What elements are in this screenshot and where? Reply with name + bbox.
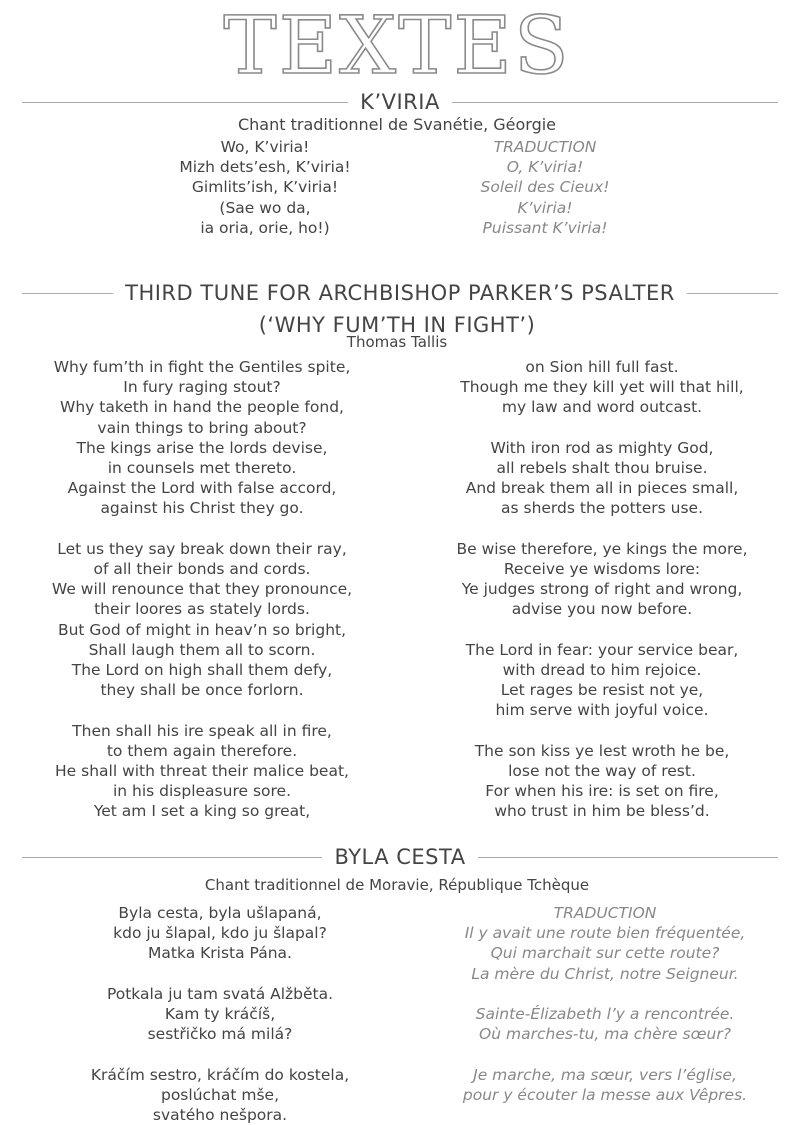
lyric-line: (Sae wo da, bbox=[219, 198, 311, 217]
kviria-subtitle: Chant traditionnel de Svanétie, Géorgie bbox=[237, 115, 557, 134]
lyric-line: Ye judges strong of right and wrong, bbox=[461, 580, 743, 599]
tallis-lyrics-left bbox=[12, 357, 392, 822]
lyric-line: Je marche, ma sœur, vers l’église, bbox=[473, 1065, 737, 1084]
byla-translation bbox=[405, 903, 794, 1105]
lyric-line: who trust in him be bless’d. bbox=[494, 802, 710, 821]
lyric-line: Why taketh in hand the people fond, bbox=[60, 398, 344, 417]
lyric-line: Il y avait une route bien fréquentée, bbox=[464, 924, 746, 943]
lyric-line: as sherds the potters use. bbox=[501, 499, 703, 518]
section-heading-kviria: K’VIRIA bbox=[360, 90, 440, 114]
lyric-line: And break them all in pieces small, bbox=[465, 479, 739, 498]
lyric-line: For when his ire: is set on fire, bbox=[485, 782, 719, 801]
divider-rule bbox=[22, 857, 322, 858]
lyric-line: Wo, K’viria! bbox=[220, 138, 310, 156]
stanza-gap bbox=[12, 700, 392, 720]
stanza-gap bbox=[412, 418, 792, 438]
stanza-gap bbox=[412, 620, 792, 640]
lyric-line: Then shall his ire speak all in fire, bbox=[72, 721, 332, 740]
lyric-line: against his Christ they go. bbox=[100, 499, 304, 518]
translation-label: TRADUCTION bbox=[493, 138, 597, 156]
lyric-line: Let us they say break down their ray, bbox=[57, 539, 347, 558]
lyric-line: ia oria, orie, ho!) bbox=[200, 218, 330, 237]
lyric-line: Où marches-tu, ma chère sœur? bbox=[479, 1025, 731, 1044]
lyric-line: Potkala ju tam svatá Alžběta. bbox=[106, 984, 334, 1003]
tallis-lyrics-right bbox=[412, 357, 792, 822]
translation-label: TRADUCTION bbox=[553, 904, 657, 922]
stanza-gap bbox=[45, 1044, 395, 1064]
lyric-line: Puissant K’viria! bbox=[482, 218, 608, 237]
lyric-line: of all their bonds and cords. bbox=[93, 560, 311, 579]
byla-subtitle: Chant traditionnel de Moravie, République Tchèque bbox=[204, 876, 590, 894]
stanza-gap bbox=[45, 964, 395, 984]
lyric-line: poslúchat mše, bbox=[160, 1085, 279, 1104]
lyric-line: Be wise therefore, ye kings the more, bbox=[456, 539, 748, 558]
lyric-line: La mère du Christ, notre Seigneur. bbox=[471, 964, 739, 983]
lyric-line: Kráčím sestro, kráčím do kostela, bbox=[90, 1065, 350, 1084]
kviria-original-lyrics bbox=[140, 137, 390, 238]
divider-rule bbox=[478, 857, 778, 858]
section-header-tallis bbox=[22, 281, 778, 305]
stanza-gap bbox=[405, 1044, 794, 1064]
divider-rule bbox=[22, 102, 348, 103]
stanza-gap bbox=[12, 519, 392, 539]
lyric-line: in his displeasure sore. bbox=[112, 782, 292, 801]
lyric-line: We will renounce that they pronounce, bbox=[51, 580, 353, 599]
lyric-line: svatého nešpora. bbox=[152, 1106, 288, 1124]
tallis-heading-subtitle: (‘WHY FUM’TH IN FIGHT’) bbox=[258, 313, 536, 337]
kviria-translation bbox=[420, 137, 670, 238]
lyric-line: Why fum’th in fight the Gentiles spite, bbox=[53, 358, 351, 376]
stanza-gap bbox=[405, 984, 794, 1004]
lyric-line: in counsels met thereto. bbox=[107, 459, 297, 478]
section-heading-tallis: THIRD TUNE FOR ARCHBISHOP PARKER’S PSALTER bbox=[125, 281, 675, 305]
lyric-line: With iron rod as mighty God, bbox=[490, 438, 714, 457]
page-title: TEXTES bbox=[223, 0, 571, 92]
lyric-line: on Sion hill full fast. bbox=[525, 358, 679, 376]
lyric-line: The kings arise the lords devise, bbox=[76, 438, 328, 457]
lyric-line: they shall be once forlorn. bbox=[100, 681, 304, 700]
lyric-line: Against the Lord with false accord, bbox=[67, 479, 337, 498]
lyric-line: vain things to bring about? bbox=[97, 418, 307, 437]
lyric-line: But God of might in heav’n so bright, bbox=[57, 620, 347, 639]
lyric-line: Though me they kill yet will that hill, bbox=[460, 378, 744, 397]
lyric-line: Receive ye wisdoms lore: bbox=[503, 560, 701, 578]
lyric-line: my law and word outcast. bbox=[501, 398, 703, 417]
tallis-composer: Thomas Tallis bbox=[346, 333, 448, 351]
lyric-line: Kam ty kráčíš, bbox=[164, 1005, 276, 1023]
lyric-line: In fury raging stout? bbox=[123, 378, 281, 397]
lyric-line: The Lord in fear: your service bear, bbox=[465, 640, 739, 659]
lyric-line: Yet am I set a king so great, bbox=[93, 802, 311, 821]
section-heading-byla: BYLA CESTA bbox=[334, 845, 466, 869]
lyric-line: pour y écouter la messe aux Vêpres. bbox=[462, 1085, 748, 1104]
lyric-line: to them again therefore. bbox=[106, 741, 298, 760]
lyric-line: The Lord on high shall them defy, bbox=[71, 661, 333, 680]
lyric-line: sestřičko má milá? bbox=[147, 1025, 293, 1044]
lyric-line: Qui marchait sur cette route? bbox=[490, 944, 720, 963]
lyric-line: Shall laugh them all to scorn. bbox=[88, 640, 316, 659]
lyric-line: with dread to him rejoice. bbox=[502, 661, 702, 679]
lyric-line: Let rages be resist not ye, bbox=[500, 681, 704, 700]
lyric-line: lose not the way of rest. bbox=[508, 762, 696, 780]
lyric-line: him serve with joyful voice. bbox=[495, 701, 709, 720]
lyric-line: kdo ju šlapal, kdo ju šlapal? bbox=[113, 924, 327, 943]
lyric-line: Soleil des Cieux! bbox=[480, 178, 610, 197]
lyric-line: Byla cesta, byla ušlapaná, bbox=[118, 904, 322, 922]
lyric-line: O, K’viria! bbox=[506, 158, 584, 177]
lyric-line: Sainte-Élizabeth l’y a rencontrée. bbox=[475, 1005, 735, 1023]
lyric-line: The son kiss ye lest wroth he be, bbox=[474, 741, 730, 760]
lyric-line: Gimlits’ish, K’viria! bbox=[191, 178, 339, 197]
lyric-line: He shall with threat their malice beat, bbox=[55, 762, 349, 781]
lyric-line: K’viria! bbox=[517, 198, 573, 217]
section-header-byla bbox=[22, 845, 778, 869]
lyric-line: advise you now before. bbox=[511, 600, 693, 619]
byla-original-lyrics bbox=[45, 903, 395, 1125]
stanza-gap bbox=[412, 519, 792, 539]
lyric-line: their loores as stately lords. bbox=[94, 600, 310, 619]
lyric-line: Mizh dets’esh, K’viria! bbox=[179, 158, 351, 177]
lyric-line: all rebels shalt thou bruise. bbox=[496, 459, 708, 477]
divider-rule bbox=[687, 293, 778, 294]
divider-rule bbox=[452, 102, 778, 103]
lyric-line: Matka Krista Pána. bbox=[148, 944, 292, 963]
section-header-kviria bbox=[22, 90, 778, 114]
stanza-gap bbox=[412, 721, 792, 741]
divider-rule bbox=[22, 293, 113, 294]
